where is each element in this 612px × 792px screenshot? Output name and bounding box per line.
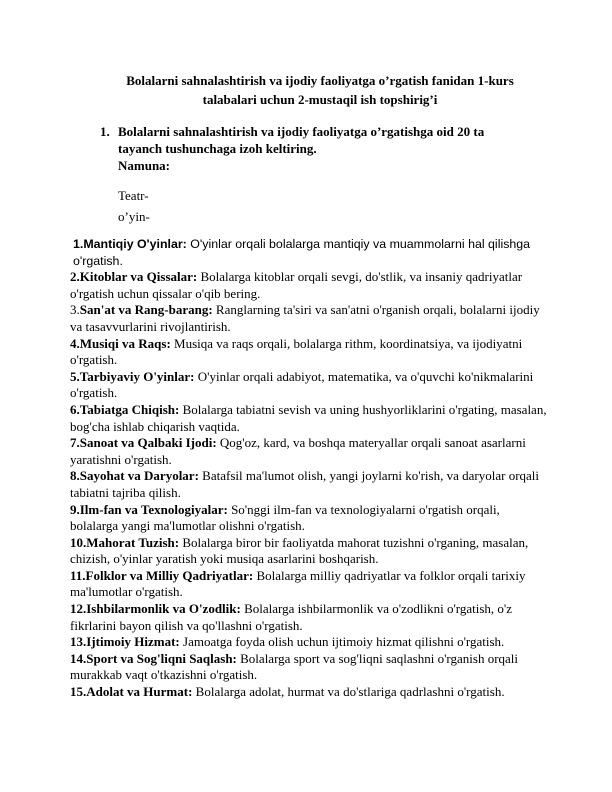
list-item — [70, 651, 548, 684]
item-body: Bolalarga biror bir faoliyatda mahorat tuzishni o'rganing, masalan, chizish, o'yinlar yaratish yoki musiqa asarlarini boshqarish. — [70, 534, 529, 567]
item-heading: 7.Sanoat va Qalbaki Ijodi: — [70, 435, 217, 451]
list-item — [70, 302, 548, 335]
list-item — [70, 535, 548, 568]
item-body: Jamoatga foyda olish uchun ijtimoiy hizmat qilishni o'rgatish. — [179, 634, 505, 650]
list-item — [70, 634, 548, 651]
list-item — [70, 468, 548, 501]
item-body: Bolalarga milliy qadriyatlar va folklor orqali tarixiy ma'lumotlar o'rgatish. — [70, 567, 526, 600]
list-item — [70, 502, 548, 535]
item-heading: 9.Ilm-fan va Texnologiyalar: — [70, 501, 228, 517]
list-item — [70, 336, 548, 369]
item-body: Batafsil ma'lumot olish, yangi joylarni ko'rish, va daryolar orqali tabiatni tajriba qilish. — [70, 468, 540, 500]
title-line-2: talabalari uchun 2-mustaqil ish topshirig’i — [202, 92, 438, 107]
task-block — [100, 123, 540, 174]
item-heading: 8.Sayohat va Daryolar: — [70, 468, 199, 484]
item-body: Musiqa va raqs orqali, bolalarga rithm, koordinatsiya, va ijodiyatni o'rgatish. — [70, 335, 523, 368]
list-item — [70, 236, 548, 269]
definitions-list — [70, 236, 548, 701]
item-heading: 5.Tarbiyaviy O'yinlar: — [70, 368, 195, 384]
item-heading: 1.Mantiqiy O'yinlar: — [73, 237, 187, 251]
item-heading: 13.Ijtimoiy Hizmat: — [70, 634, 180, 650]
task-number: 1. — [100, 124, 110, 139]
task-text-line-1: Bolalarni sahnalashtirish va ijodiy faoliyatga o’rgatishga oid 20 ta — [118, 124, 485, 139]
example-term: Teatr- — [118, 188, 149, 203]
item-body: Bolalarga tabiatni sevish va uning hushyorliklarini o'rgating, masalan, bog'cha ishlab chiqarish vaqtida. — [70, 401, 547, 434]
item-heading: 14.Sport va Sog'liqni Saqlash: — [70, 650, 237, 666]
item-body: Ranglarning ta'siri va san'atni o'rganish orqali, bolalarni ijodiy va tasavvurlarini rivojlantirish. — [70, 302, 540, 334]
item-body: So'nggi ilm-fan va texnologiyalarni o'rgatish orqali, bolalarga yangi ma'lumotlar olishni o'rgatish. — [70, 501, 500, 534]
item-heading: 12.Ishbilarmonlik va O'zodlik: — [70, 601, 241, 617]
list-item — [70, 568, 548, 601]
item-heading: 11.Folklor va Milliy Qadriyatlar: — [70, 567, 254, 583]
title-line-1: Bolalarni sahnalashtirish va ijodiy faoliyatga o’rgatish fanidan 1-kurs — [126, 73, 514, 88]
item-body: Bolalarga ishbilarmonlik va o'zodlikni o'rgatish, o'z fikrlarini bayon qilish va qo'llashni o'rgatish. — [70, 601, 513, 633]
item-body: Bolalarga adolat, hurmat va do'stlariga qadrlashni o'rgatish. — [192, 684, 505, 700]
item-heading: 6.Tabiatga Chiqish: — [70, 401, 180, 417]
list-item — [70, 402, 548, 435]
list-item — [70, 435, 548, 468]
list-item — [70, 684, 548, 701]
example-term: o’yin- — [118, 209, 150, 224]
example-terms — [118, 185, 150, 227]
item-body: O'yinlar orqali bolalarga mantiqiy va muammolarni hal qilishga o'rgatish. — [73, 237, 531, 268]
item-heading: 2.Kitoblar va Qissalar: — [70, 269, 198, 285]
item-heading: 10.Mahorat Tuzish: — [70, 534, 180, 550]
item-number: 3. — [70, 302, 80, 318]
task-text-line-2: tayanch tushunchaga izoh keltiring. — [118, 141, 317, 156]
list-item — [70, 269, 548, 302]
item-body: O'yinlar orqali adabiyot, matematika, va o'quvchi ko'nikmalarini o'rgatish. — [70, 368, 534, 401]
item-heading: San'at va Rang-barang: — [79, 302, 213, 318]
document-title — [80, 71, 560, 109]
item-heading: 15.Adolat va Hurmat: — [70, 684, 193, 700]
item-body: Bolalarga sport va sog'liqni saqlashni o'rganish orqali murakkab vaqt o'tkazishni o'rgatish. — [70, 650, 519, 683]
item-body: Qog'oz, kard, va boshqa materyallar orqali sanoat asarlarni yaratishni o'rgatish. — [70, 435, 526, 467]
sample-label: Namuna: — [118, 158, 171, 173]
list-item — [70, 601, 548, 634]
item-body: Bolalarga kitoblar orqali sevgi, do'stlik, va insaniy qadriyatlar o'rgatish uchun qissalar o'qib bering. — [70, 269, 523, 301]
list-item — [70, 369, 548, 402]
item-heading: 4.Musiqi va Raqs: — [70, 335, 171, 351]
